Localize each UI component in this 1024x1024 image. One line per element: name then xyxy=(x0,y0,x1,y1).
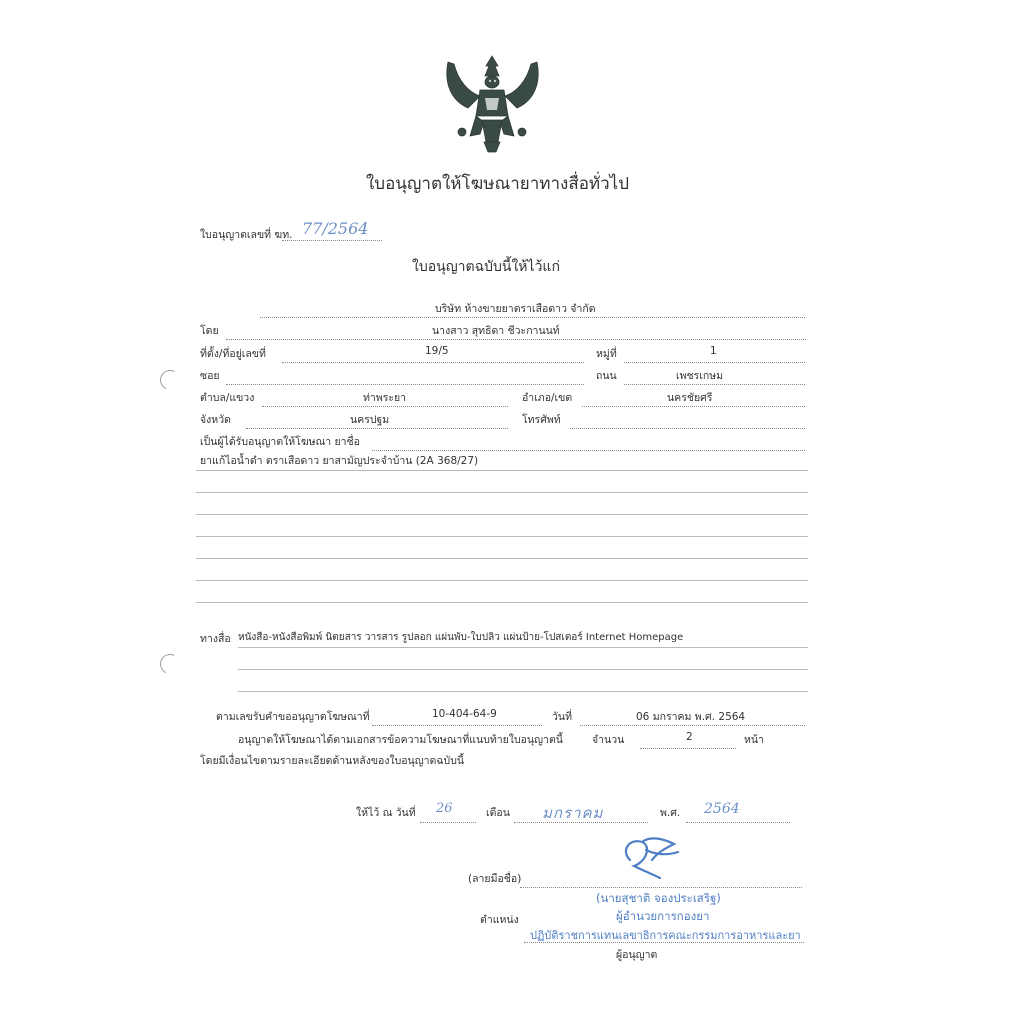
subdistrict-value: ท่าพระยา xyxy=(363,392,407,404)
phone-label: โทรศัพท์ xyxy=(522,414,561,426)
request-number-value: 10-404-64-9 xyxy=(432,708,497,720)
request-date-label: วันที่ xyxy=(552,711,572,723)
road-value: เพชรเกษม xyxy=(676,370,724,382)
address-value: 19/5 xyxy=(425,345,449,357)
blank-line-1 xyxy=(196,470,808,471)
by-value: นางสาว สุทธิดา ชีวะกานนท์ xyxy=(432,325,560,337)
drug-label: เป็นผู้ได้รับอนุญาตให้โฆษณา ยาชื่อ xyxy=(200,436,360,448)
province-label: จังหวัด xyxy=(200,414,231,426)
issued-month-line xyxy=(514,822,648,823)
blank-line-2 xyxy=(196,492,808,493)
garuda-emblem xyxy=(440,52,545,154)
signature-line xyxy=(520,887,802,888)
soi-line xyxy=(226,384,584,385)
issued-month-value: มกราคม xyxy=(542,804,604,822)
license-number-line xyxy=(282,240,382,241)
attachment-text: อนุญาตให้โฆษณาได้ตามเอกสารข้อความโฆษณาที่แนบท้ายใบอนุญาตนี้ xyxy=(238,734,563,746)
company-name: บริษัท ห้างขายยาตราเสือดาว จำกัด xyxy=(435,303,596,315)
issued-year-value: 2564 xyxy=(704,801,740,817)
blank-line-6 xyxy=(196,580,808,581)
punch-hole-bottom xyxy=(157,651,183,677)
province-line xyxy=(246,428,508,429)
position-line-2: ปฏิบัติราชการแทนเลขาธิการคณะกรรมการอาหารและยา xyxy=(530,929,801,942)
signature-mark xyxy=(612,832,688,884)
position-label: ตำแหน่ง xyxy=(480,914,519,926)
issued-day-value: 26 xyxy=(436,801,453,816)
blank-line-5 xyxy=(196,558,808,559)
license-number-value: 77/2564 xyxy=(302,219,369,238)
address-label: ที่ตั้ง/ที่อยู่เลขที่ xyxy=(200,348,266,360)
moo-line xyxy=(624,362,805,363)
document-title: ใบอนุญาตให้โฆษณายาทางสื่อทั่วไป xyxy=(366,174,630,194)
drug-name: ยาแก้ไอน้ำดำ ตราเสือดาว ยาสามัญประจำบ้าน (2A 368/27) xyxy=(200,455,479,467)
media-label: ทางสื่อ xyxy=(200,633,231,645)
request-date-line xyxy=(580,725,805,726)
soi-label: ซอย xyxy=(200,370,220,382)
drug-label-line xyxy=(372,450,805,451)
address-line xyxy=(282,362,584,363)
license-number-label: ใบอนุญาตเลขที่ ฆท. xyxy=(200,229,293,241)
issued-month-label: เดือน xyxy=(486,807,510,819)
blank-line-7 xyxy=(196,602,808,603)
pages-label: หน้า xyxy=(744,734,764,746)
by-line xyxy=(226,339,806,340)
district-value: นครชัยศรี xyxy=(667,392,713,404)
road-label: ถนน xyxy=(596,370,617,382)
signature-scribble-icon xyxy=(612,832,688,884)
blank-line-3 xyxy=(196,514,808,515)
issued-day-line xyxy=(420,822,476,823)
subdistrict-line xyxy=(262,406,508,407)
page-count-value: 2 xyxy=(686,731,693,743)
media-value: หนังสือ-หนังสือพิมพ์ นิตยสาร วารสาร รูปลอก แผ่นพับ-ใบปลิว แผ่นป้าย-โปสเตอร์ Internet Homepage xyxy=(238,632,684,643)
position-line-1: ผู้อำนวยการกองยา xyxy=(616,909,710,923)
subdistrict-label: ตำบล/แขวง xyxy=(200,392,255,404)
position-line xyxy=(524,942,804,943)
issued-year-line xyxy=(686,822,790,823)
page-count-line xyxy=(640,748,736,749)
media-line-2 xyxy=(238,669,808,670)
district-label: อำเภอ/เขต xyxy=(522,392,573,404)
issued-day-label: ให้ไว้ ณ วันที่ xyxy=(356,807,416,819)
conditions-text: โดยมีเงื่อนไขตามรายละเอียดด้านหลังของใบอนุญาตฉบับนี้ xyxy=(200,755,465,767)
moo-value: 1 xyxy=(710,345,717,357)
moo-label: หมู่ที่ xyxy=(596,348,617,360)
district-line xyxy=(582,406,805,407)
page-count-label: จำนวน xyxy=(592,734,625,746)
phone-line xyxy=(570,428,805,429)
company-line xyxy=(260,317,805,318)
request-number-line xyxy=(372,725,542,726)
punch-hole-top xyxy=(157,367,183,393)
road-line xyxy=(624,384,805,385)
media-line-1 xyxy=(238,647,808,648)
province-value: นครปฐม xyxy=(350,414,390,426)
blank-line-4 xyxy=(196,536,808,537)
garuda-emblem-icon xyxy=(440,52,545,154)
media-line-3 xyxy=(238,691,808,692)
request-date-value: 06 มกราคม พ.ศ. 2564 xyxy=(636,711,746,723)
signatory-name: (นายสุชาติ จองประเสริฐ) xyxy=(596,891,721,905)
granted-to-heading: ใบอนุญาตฉบับนี้ให้ไว้แก่ xyxy=(412,259,560,275)
request-number-label: ตามเลขรับคำขออนุญาตโฆษณาที่ xyxy=(216,711,370,723)
licensor-label: ผู้อนุญาต xyxy=(616,949,658,961)
signature-label: (ลายมือชื่อ) xyxy=(468,873,522,885)
issued-year-label: พ.ศ. xyxy=(660,807,681,819)
by-label: โดย xyxy=(200,325,219,337)
